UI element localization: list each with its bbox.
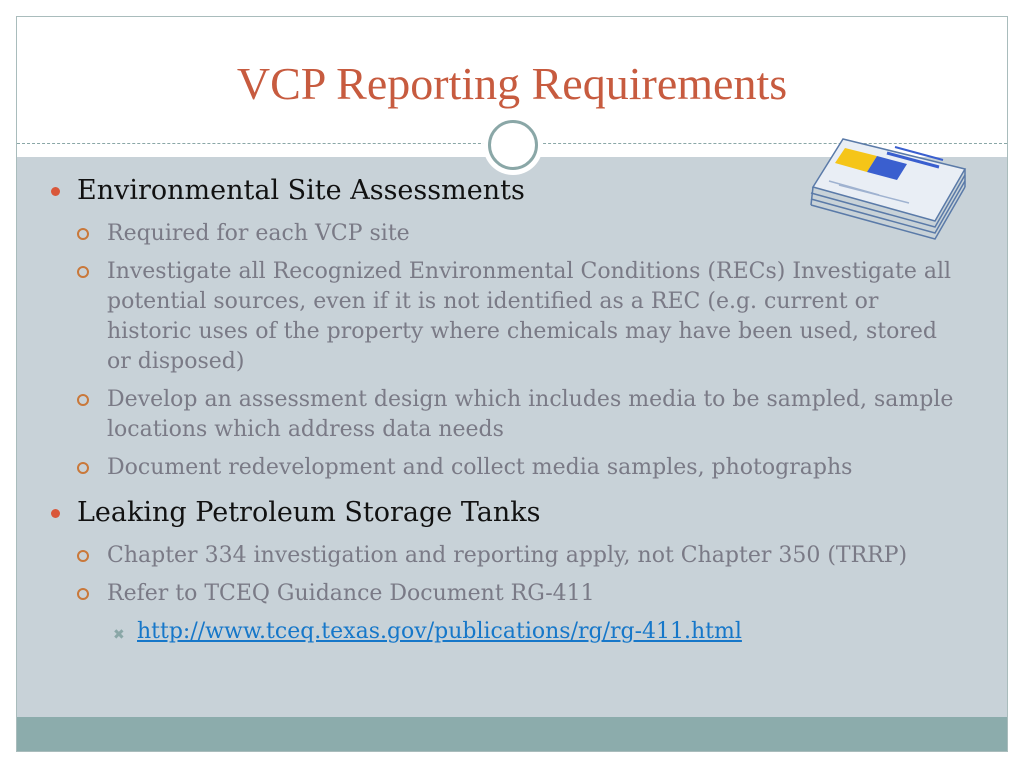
hollow-circle-bullet [77,550,89,562]
filled-circle-bullet [51,509,60,518]
list-item [17,385,1007,445]
list-item [17,497,1007,529]
list-item [17,541,1007,571]
hollow-circle-bullet [77,266,89,278]
list-item [17,219,1007,249]
slide [16,16,1008,752]
slide-title: VCP Reporting Requirements [236,58,788,109]
bullet-text: Environmental Site Assessments [77,175,525,206]
bullet-text: Investigate all Recognized Environmental Conditions (RECs) Investigate all potential sources, even if it is not identified as a REC (e.g. current or historic uses of the property where chemicals may have been used, stored or disposed) [107,259,952,374]
bullet-text: Leaking Petroleum Storage Tanks [77,497,541,528]
bullet-text: Develop an assessment design which includes media to be sampled, sample locations which address data needs [107,387,954,442]
bullet-text: Refer to TCEQ Guidance Document RG-411 [107,581,595,606]
hollow-circle-bullet [77,462,89,474]
guidance-document-link[interactable]: http://www.tceq.texas.gov/publications/rg/rg-411.html [137,619,742,644]
ring-icon [488,120,538,170]
bullet-text: Required for each VCP site [107,221,410,246]
bullet-list [17,175,1007,647]
filled-circle-bullet [51,187,60,196]
x-mark-bullet: ✖ [113,627,125,643]
list-item [17,257,1007,377]
list-item [17,617,1007,647]
list-item [17,175,1007,207]
bullet-text: Chapter 334 investigation and reporting apply, not Chapter 350 (TRRP) [107,543,908,568]
bullet-text: Document redevelopment and collect media samples, photographs [107,455,853,480]
list-item [17,579,1007,609]
hollow-circle-bullet [77,588,89,600]
footer-bar [17,717,1007,751]
list-item [17,453,1007,483]
hollow-circle-bullet [77,394,89,406]
hollow-circle-bullet [77,228,89,240]
